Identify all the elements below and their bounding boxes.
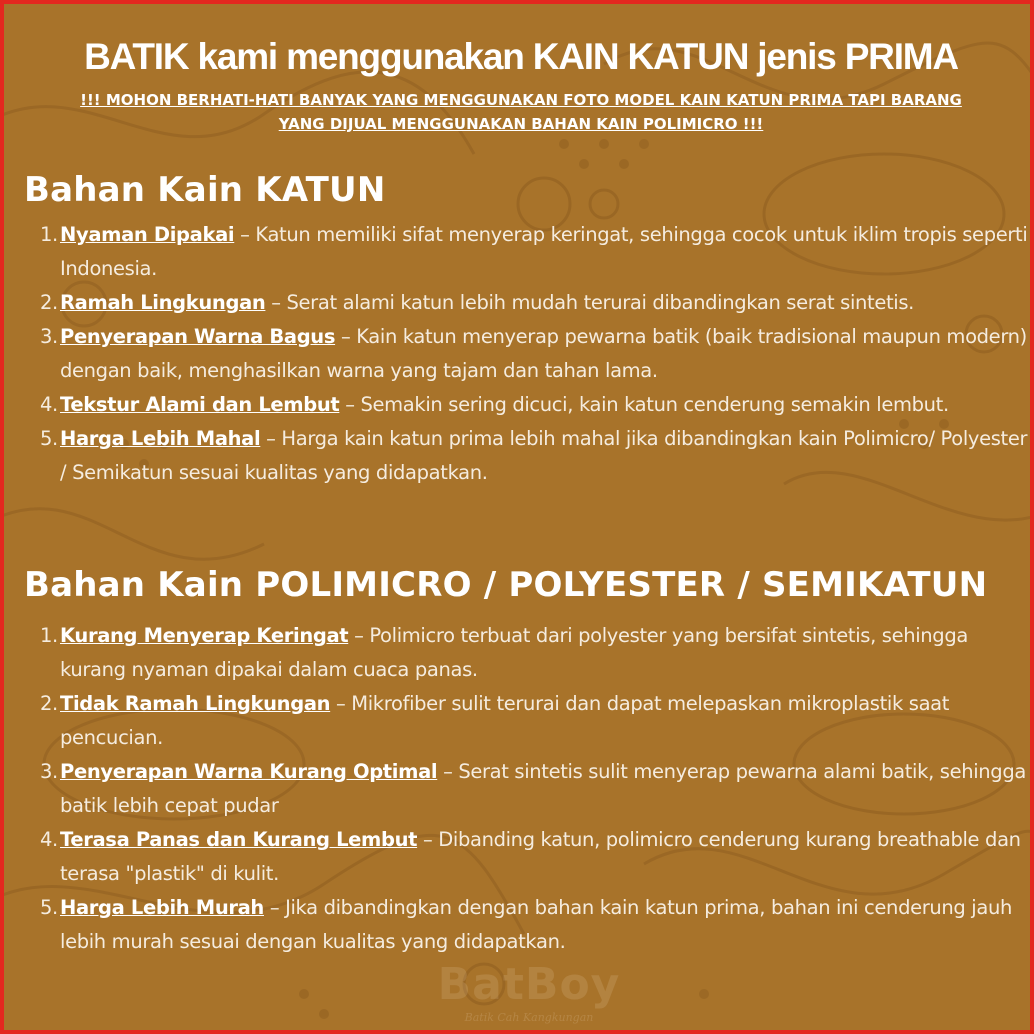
- item-number: 5.: [40, 896, 58, 919]
- section-title-polimicro: Bahan Kain POLIMICRO / POLYESTER / SEMIKATUN: [24, 565, 988, 605]
- list-item: [40, 891, 1030, 959]
- polimicro-drawbacks-list: [40, 619, 1030, 959]
- item-term: Tekstur Alami dan Lembut: [60, 393, 340, 416]
- item-number: 4.: [40, 828, 58, 851]
- item-term: Nyaman Dipakai: [60, 223, 235, 246]
- logo-wordmark: BatBoy: [437, 959, 621, 1010]
- list-item: [40, 619, 1030, 687]
- item-number: 1.: [40, 223, 58, 246]
- list-item: [40, 286, 1030, 320]
- item-term: Terasa Panas dan Kurang Lembut: [60, 828, 418, 851]
- item-number: 2.: [40, 291, 58, 314]
- list-item: [40, 388, 1030, 422]
- item-number: 3.: [40, 760, 58, 783]
- list-item: [40, 755, 1030, 823]
- item-description: – Serat alami katun lebih mudah terurai dibandingkan serat sintetis.: [265, 291, 915, 314]
- poster-title: BATIK kami menggunakan KAIN KATUN jenis PRIMA: [84, 36, 958, 77]
- item-description: – Harga kain katun prima lebih mahal jika dibandingkan kain Polimicro/ Polyester / Semikatun sesuai kualitas yang didapatkan.: [60, 427, 1028, 484]
- warning-notice: !!! MOHON BERHATI-HATI BANYAK YANG MENGGUNAKAN FOTO MODEL KAIN KATUN PRIMA TAPI BARANG YANG DIJUAL MENGGUNAKAN BAHAN KAIN POLIMICRO !!!: [80, 91, 962, 133]
- item-description: – Jika dibandingkan dengan bahan kain katun prima, bahan ini cenderung jauh lebih murah sesuai dengan kualitas yang didapatkan.: [60, 896, 1012, 953]
- item-description: – Dibanding katun, polimicro cenderung kurang breathable dan terasa "plastik" di kulit.: [60, 828, 1021, 885]
- list-item: [40, 218, 1030, 286]
- item-description: – Serat sintetis sulit menyerap pewarna alami batik, sehingga batik lebih cepat pudar: [60, 760, 1026, 817]
- item-description: – Kain katun menyerap pewarna batik (baik tradisional maupun modern) dengan baik, menghasilkan warna yang tajam dan tahan lama.: [60, 325, 1027, 382]
- brand-logo-watermark: [409, 959, 649, 1034]
- list-item: [40, 823, 1030, 891]
- list-item: [40, 687, 1030, 755]
- logo-tagline: Batik Cah Kangkungan: [464, 1011, 594, 1024]
- item-term: Tidak Ramah Lingkungan: [60, 692, 331, 715]
- item-term: Penyerapan Warna Bagus: [60, 325, 336, 348]
- item-description: – Katun memiliki sifat menyerap keringat, sehingga cocok untuk iklim tropis seperti Indonesia.: [60, 223, 1028, 280]
- list-item: [40, 422, 1030, 490]
- item-number: 4.: [40, 393, 58, 416]
- item-term: Ramah Lingkungan: [60, 291, 266, 314]
- list-item: [40, 320, 1030, 388]
- item-description: – Mikrofiber sulit terurai dan dapat melepaskan mikroplastik saat pencucian.: [60, 692, 950, 749]
- poster-content: [4, 4, 1034, 1034]
- item-number: 2.: [40, 692, 58, 715]
- item-term: Kurang Menyerap Keringat: [60, 624, 349, 647]
- item-description: – Polimicro terbuat dari polyester yang bersifat sintetis, sehingga kurang nyaman dipakai dalam cuaca panas.: [60, 624, 968, 681]
- katun-benefits-list: [40, 218, 1030, 490]
- item-number: 5.: [40, 427, 58, 450]
- item-number: 3.: [40, 325, 58, 348]
- item-description: – Semakin sering dicuci, kain katun cenderung semakin lembut.: [339, 393, 949, 416]
- item-number: 1.: [40, 624, 58, 647]
- item-term: Penyerapan Warna Kurang Optimal: [60, 760, 438, 783]
- section-title-katun: Bahan Kain KATUN: [24, 170, 386, 210]
- item-term: Harga Lebih Murah: [60, 896, 264, 919]
- item-term: Harga Lebih Mahal: [60, 427, 261, 450]
